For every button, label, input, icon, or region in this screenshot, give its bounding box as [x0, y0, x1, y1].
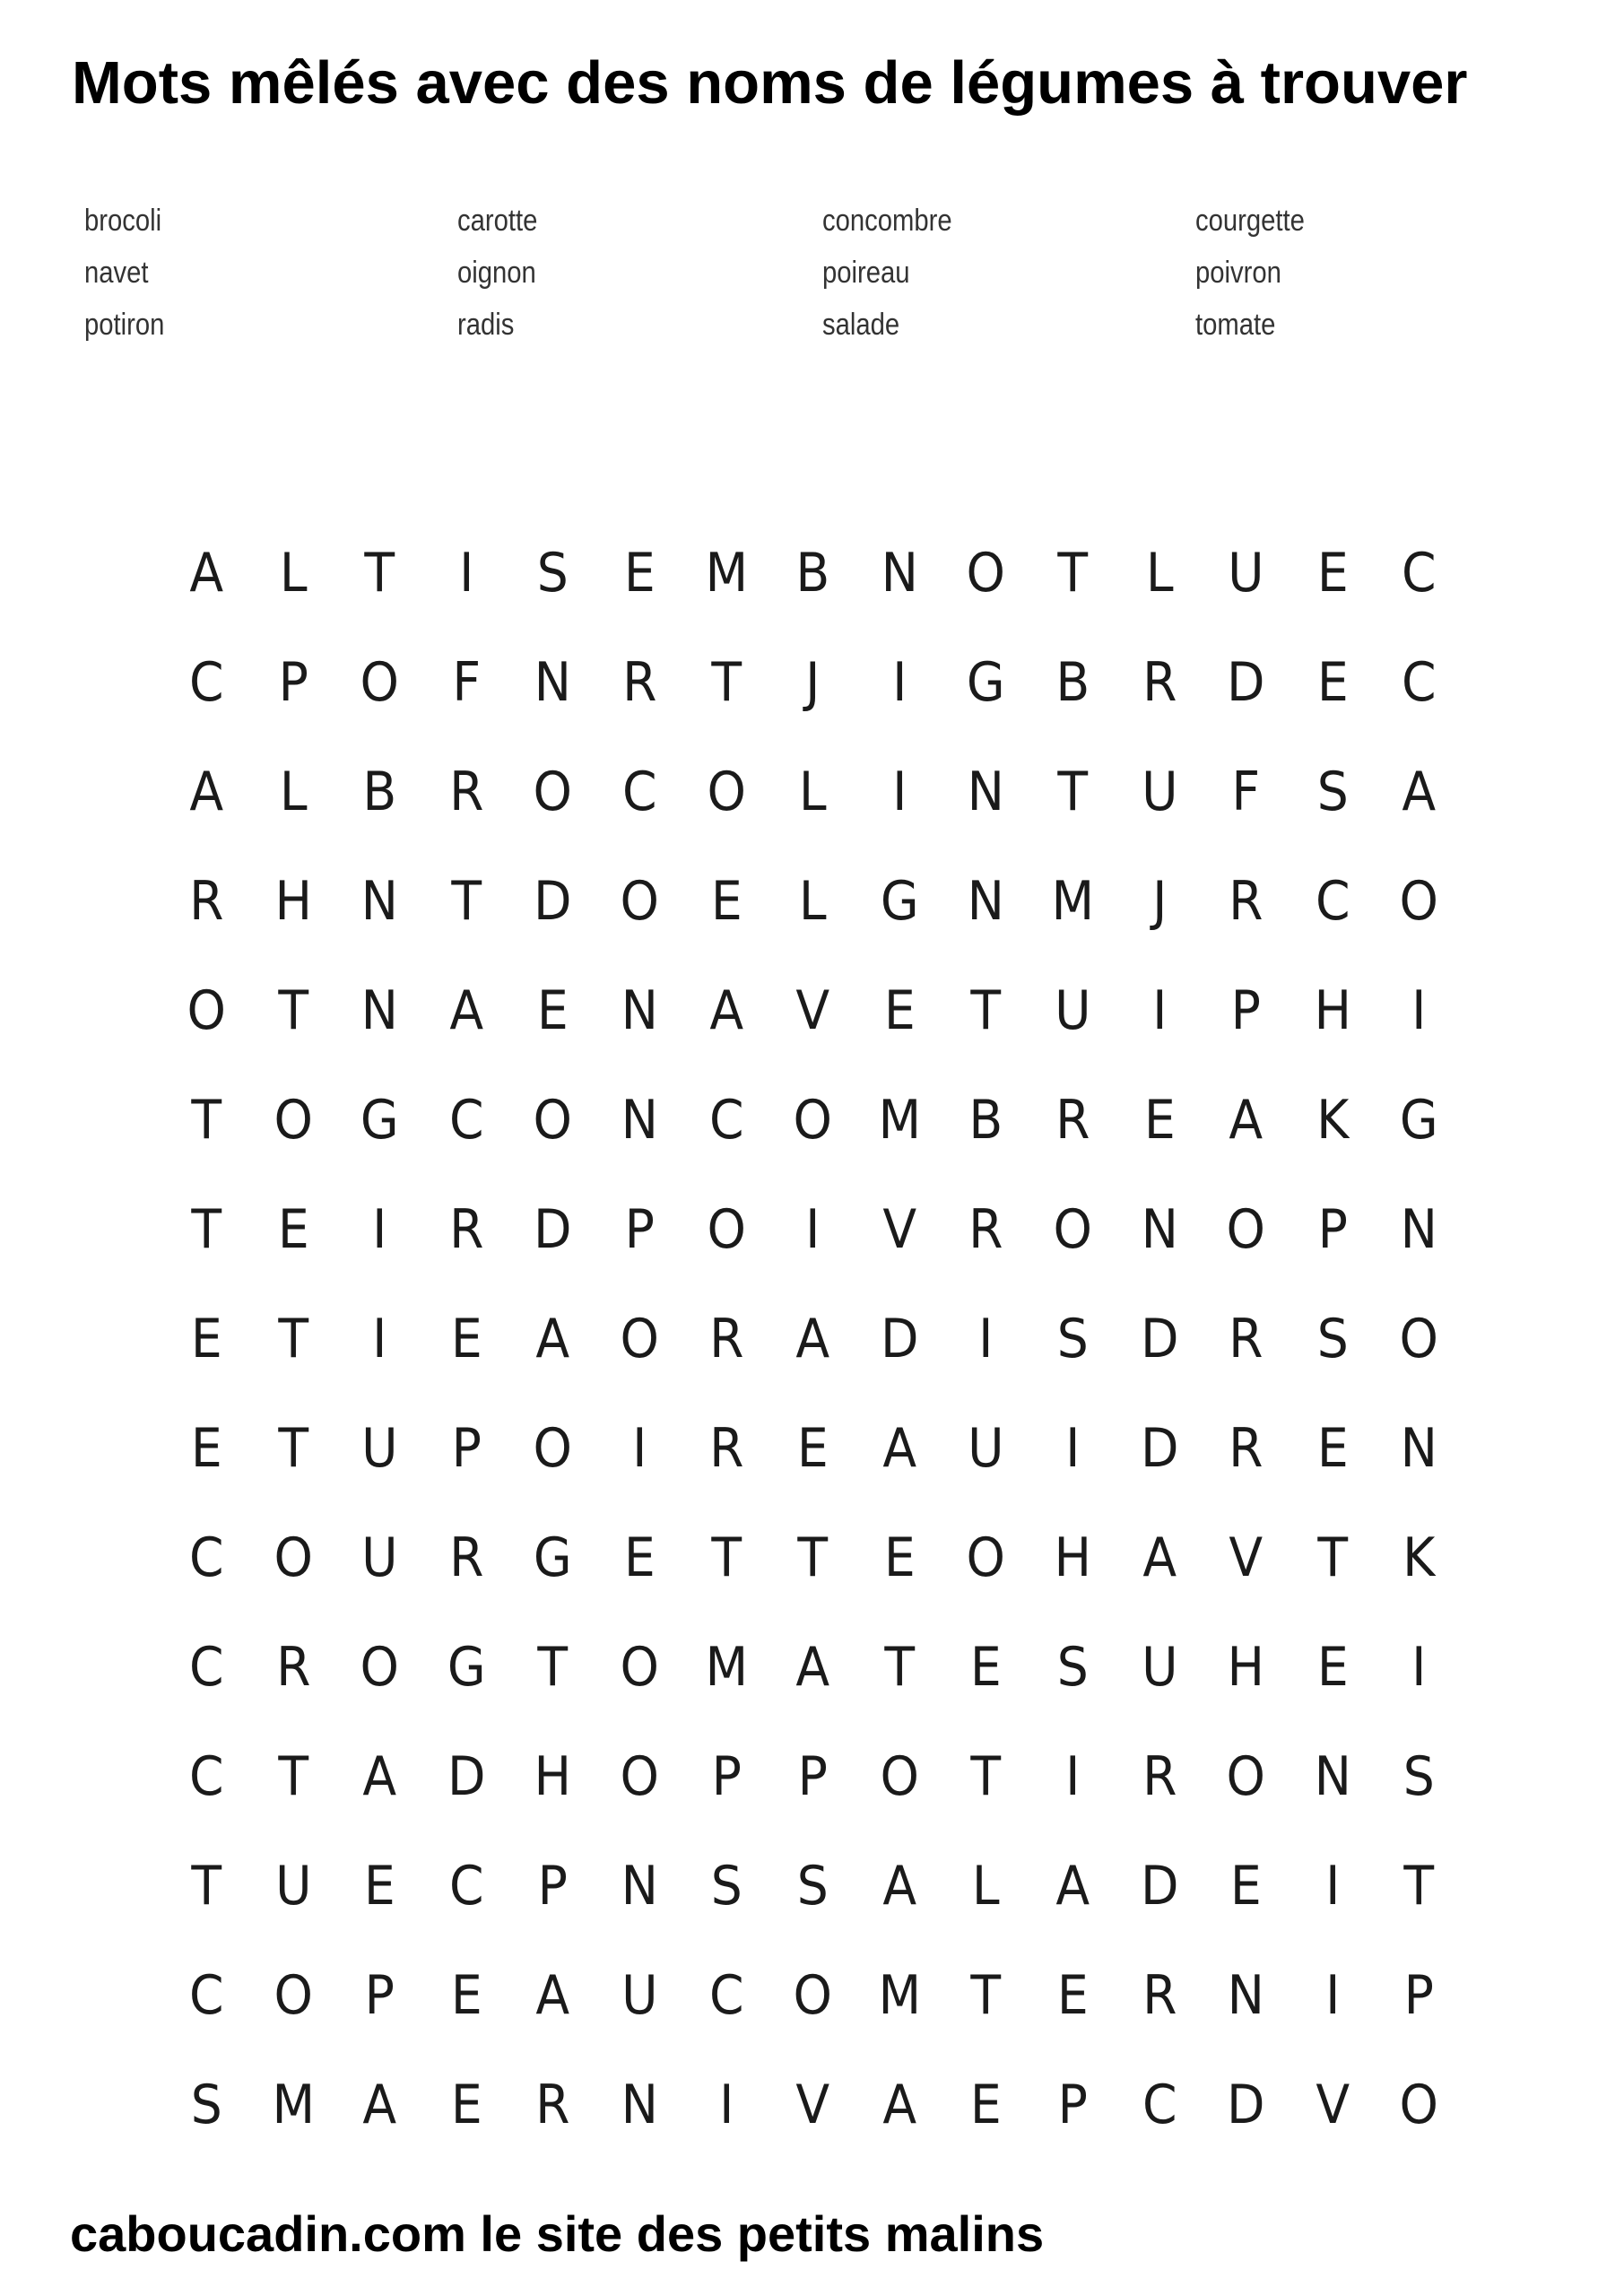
- grid-letter: L: [972, 1855, 1001, 1918]
- word-list-item: navet: [84, 256, 149, 290]
- grid-letter: N: [968, 761, 1005, 823]
- grid-letter: C: [708, 1089, 744, 1152]
- grid-letter: N: [534, 651, 572, 714]
- grid-letter: R: [1142, 651, 1177, 714]
- grid-letter: N: [881, 542, 918, 604]
- grid-letter: N: [1314, 1745, 1351, 1808]
- grid-letter: O: [360, 651, 400, 714]
- grid-letter: R: [1142, 1745, 1177, 1808]
- grid-row: [163, 2050, 1463, 2160]
- grid-letter: B: [362, 761, 397, 823]
- grid-letter: I: [372, 1308, 387, 1370]
- grid-letter: N: [621, 1089, 658, 1152]
- grid-letter: A: [189, 542, 224, 604]
- grid-letter: S: [537, 542, 569, 604]
- grid-letter: M: [878, 1964, 921, 2027]
- grid-letter: D: [880, 1308, 919, 1370]
- grid-letter: E: [190, 1308, 222, 1370]
- grid-letter: E: [1316, 651, 1349, 714]
- word-list-item: salade: [822, 308, 900, 342]
- grid-letter: T: [1057, 761, 1089, 823]
- word-list-item: poireau: [822, 256, 910, 290]
- word-list-item: carotte: [457, 204, 538, 238]
- grid-row: [163, 1613, 1463, 1722]
- grid-letter: T: [711, 1526, 742, 1589]
- grid-letter: O: [793, 1964, 833, 2027]
- grid-letter: T: [797, 1526, 829, 1589]
- grid-letter: A: [1229, 1089, 1264, 1152]
- grid-letter: P: [1317, 1198, 1348, 1261]
- grid-letter: E: [450, 2074, 482, 2136]
- grid-letter: R: [708, 1308, 744, 1370]
- grid-letter: E: [1143, 1089, 1176, 1152]
- grid-letter: P: [797, 1745, 829, 1808]
- grid-letter: B: [795, 542, 830, 604]
- grid-letter: D: [534, 870, 572, 933]
- grid-letter: O: [274, 1964, 313, 2027]
- grid-letter: J: [805, 651, 821, 714]
- grid-letter: I: [1324, 1964, 1341, 2027]
- grid-letter: R: [1229, 1308, 1264, 1370]
- grid-letter: O: [1226, 1198, 1266, 1261]
- grid-letter: A: [1402, 761, 1437, 823]
- grid-letter: A: [535, 1308, 570, 1370]
- grid-letter: O: [880, 1745, 919, 1808]
- grid-letter: E: [190, 1417, 222, 1480]
- grid-letter: G: [534, 1526, 573, 1589]
- grid-letter: U: [1141, 761, 1178, 823]
- grid-letter: E: [277, 1198, 309, 1261]
- grid-letter: L: [799, 761, 827, 823]
- grid-letter: P: [711, 1745, 742, 1808]
- grid-letter: S: [1403, 1745, 1436, 1808]
- grid-letter: O: [1399, 870, 1439, 933]
- grid-letter: G: [1400, 1089, 1439, 1152]
- grid-letter: V: [1316, 2074, 1350, 2136]
- grid-letter: S: [710, 1855, 743, 1918]
- grid-letter: C: [1315, 870, 1350, 933]
- grid-letter: M: [878, 1089, 921, 1152]
- grid-letter: U: [1055, 979, 1091, 1042]
- grid-letter: T: [451, 870, 482, 933]
- word-list-item: poivron: [1195, 256, 1281, 290]
- grid-letter: I: [718, 2074, 734, 2136]
- grid-row: [163, 1503, 1463, 1613]
- grid-letter: A: [1142, 1526, 1177, 1589]
- grid-letter: H: [1227, 1636, 1265, 1699]
- grid-letter: E: [364, 1855, 395, 1918]
- grid-letter: F: [452, 651, 481, 714]
- grid-letter: E: [797, 1417, 829, 1480]
- grid-letter: S: [1316, 1308, 1349, 1370]
- grid-letter: O: [620, 870, 660, 933]
- grid-letter: T: [1317, 1526, 1348, 1589]
- grid-letter: T: [970, 979, 1002, 1042]
- word-list-item: potiron: [84, 308, 165, 342]
- grid-letter: R: [1229, 1417, 1264, 1480]
- grid-letter: I: [632, 1417, 647, 1480]
- grid-letter: A: [362, 2074, 397, 2136]
- grid-row: [163, 737, 1463, 847]
- grid-letter: R: [535, 2074, 570, 2136]
- grid-letter: S: [1316, 761, 1349, 823]
- grid-letter: A: [882, 1417, 916, 1480]
- grid-row: [163, 1065, 1463, 1175]
- grid-letter: A: [709, 979, 743, 1042]
- grid-letter: E: [450, 1964, 482, 2027]
- grid-letter: O: [1399, 2074, 1439, 2136]
- grid-letter: C: [189, 1636, 224, 1699]
- grid-letter: R: [448, 761, 484, 823]
- grid-letter: T: [191, 1089, 222, 1152]
- grid-letter: N: [1227, 1964, 1265, 2027]
- grid-letter: K: [1316, 1089, 1350, 1152]
- grid-letter: L: [1145, 542, 1174, 604]
- grid-letter: P: [538, 1855, 569, 1918]
- grid-letter: E: [1316, 1636, 1349, 1699]
- grid-letter: O: [1226, 1745, 1266, 1808]
- grid-letter: E: [883, 979, 916, 1042]
- grid-letter: I: [458, 542, 474, 604]
- grid-letter: T: [970, 1745, 1002, 1808]
- grid-row: [163, 1284, 1463, 1394]
- grid-letter: L: [279, 761, 308, 823]
- grid-row: [163, 1941, 1463, 2050]
- grid-letter: I: [805, 1198, 821, 1261]
- grid-letter: O: [187, 979, 227, 1042]
- footer-site-credit: caboucadin.com le site des petits malins: [70, 2205, 1045, 2262]
- grid-letter: A: [882, 1855, 916, 1918]
- grid-letter: P: [278, 651, 308, 714]
- grid-letter: L: [799, 870, 827, 933]
- grid-letter: V: [795, 979, 830, 1042]
- grid-letter: J: [1151, 870, 1168, 933]
- grid-letter: I: [1151, 979, 1168, 1042]
- grid-letter: T: [278, 979, 308, 1042]
- grid-letter: I: [1411, 1636, 1427, 1699]
- grid-letter: O: [966, 1526, 1006, 1589]
- grid-letter: A: [449, 979, 483, 1042]
- grid-letter: I: [978, 1308, 994, 1370]
- grid-letter: M: [705, 542, 748, 604]
- grid-letter: P: [451, 1417, 482, 1480]
- grid-letter: N: [360, 870, 399, 933]
- grid-letter: G: [967, 651, 1006, 714]
- grid-letter: I: [372, 1198, 387, 1261]
- grid-letter: O: [533, 1417, 573, 1480]
- grid-letter: C: [189, 1745, 224, 1808]
- grid-letter: I: [891, 761, 908, 823]
- grid-letter: R: [448, 1198, 484, 1261]
- grid-row: [163, 1394, 1463, 1503]
- grid-letter: M: [272, 2074, 315, 2136]
- grid-letter: O: [620, 1745, 660, 1808]
- grid-letter: P: [1404, 1964, 1435, 2027]
- grid-letter: I: [1065, 1417, 1081, 1480]
- grid-letter: T: [191, 1198, 222, 1261]
- grid-letter: C: [1402, 542, 1437, 604]
- grid-letter: L: [279, 542, 308, 604]
- grid-letter: C: [622, 761, 657, 823]
- grid-letter: D: [1140, 1308, 1179, 1370]
- grid-letter: R: [708, 1417, 744, 1480]
- grid-letter: R: [1142, 1964, 1177, 2027]
- grid-letter: C: [1142, 2074, 1177, 2136]
- grid-row: [163, 847, 1463, 956]
- grid-letter: P: [624, 1198, 655, 1261]
- grid-letter: B: [1055, 651, 1090, 714]
- grid-letter: S: [1056, 1636, 1089, 1699]
- grid-letter: K: [1403, 1526, 1436, 1589]
- grid-letter: V: [795, 2074, 830, 2136]
- grid-letter: E: [1316, 542, 1349, 604]
- grid-letter: P: [364, 1964, 395, 2027]
- grid-letter: G: [447, 1636, 486, 1699]
- grid-letter: O: [620, 1308, 660, 1370]
- grid-row: [163, 1175, 1463, 1284]
- grid-letter: T: [1057, 542, 1089, 604]
- grid-letter: P: [1057, 2074, 1088, 2136]
- grid-letter: P: [1230, 979, 1262, 1042]
- grid-letter: T: [278, 1745, 308, 1808]
- grid-letter: E: [710, 870, 743, 933]
- grid-row: [163, 956, 1463, 1065]
- grid-letter: D: [1227, 2074, 1265, 2136]
- grid-letter: E: [623, 542, 656, 604]
- grid-letter: C: [189, 651, 224, 714]
- grid-row: [163, 518, 1463, 628]
- grid-letter: A: [362, 1745, 397, 1808]
- grid-letter: I: [1324, 1855, 1341, 1918]
- grid-letter: I: [1065, 1745, 1081, 1808]
- grid-letter: R: [622, 651, 657, 714]
- grid-letter: N: [1401, 1417, 1438, 1480]
- grid-letter: N: [1401, 1198, 1438, 1261]
- grid-letter: T: [711, 651, 742, 714]
- grid-letter: A: [535, 1964, 570, 2027]
- grid-letter: E: [623, 1526, 656, 1589]
- grid-letter: B: [968, 1089, 1003, 1152]
- grid-letter: H: [274, 870, 312, 933]
- letter-grid: [163, 518, 1463, 2160]
- grid-letter: C: [708, 1964, 744, 2027]
- grid-letter: A: [1055, 1855, 1090, 1918]
- grid-row: [163, 1722, 1463, 1831]
- grid-letter: D: [1140, 1855, 1179, 1918]
- word-list-item: radis: [457, 308, 515, 342]
- grid-letter: O: [1053, 1198, 1093, 1261]
- grid-letter: S: [190, 2074, 222, 2136]
- grid-letter: R: [1055, 1089, 1090, 1152]
- grid-letter: O: [533, 761, 573, 823]
- grid-letter: E: [1056, 1964, 1089, 2027]
- grid-letter: T: [364, 542, 395, 604]
- grid-letter: T: [1403, 1855, 1435, 1918]
- word-list-item: tomate: [1195, 308, 1276, 342]
- grid-letter: C: [1402, 651, 1437, 714]
- grid-letter: N: [621, 979, 658, 1042]
- grid-letter: O: [707, 761, 746, 823]
- grid-letter: O: [966, 542, 1006, 604]
- grid-letter: T: [884, 1636, 915, 1699]
- grid-letter: E: [1316, 1417, 1349, 1480]
- page-title: Mots mêlés avec des noms de légumes à trouver: [72, 49, 1468, 117]
- grid-letter: V: [882, 1198, 916, 1261]
- grid-letter: H: [534, 1745, 572, 1808]
- grid-letter: T: [191, 1855, 222, 1918]
- grid-letter: D: [447, 1745, 486, 1808]
- grid-letter: R: [275, 1636, 311, 1699]
- grid-letter: E: [1230, 1855, 1262, 1918]
- grid-letter: T: [970, 1964, 1002, 2027]
- grid-letter: U: [1228, 542, 1264, 604]
- grid-letter: N: [360, 979, 399, 1042]
- grid-letter: U: [621, 1964, 658, 2027]
- grid-letter: E: [883, 1526, 916, 1589]
- grid-letter: U: [968, 1417, 1004, 1480]
- grid-letter: T: [278, 1417, 308, 1480]
- grid-letter: H: [1054, 1526, 1092, 1589]
- grid-letter: C: [448, 1855, 484, 1918]
- grid-letter: O: [360, 1636, 400, 1699]
- grid-letter: U: [361, 1417, 398, 1480]
- word-list-item: courgette: [1195, 204, 1305, 238]
- grid-letter: A: [795, 1636, 830, 1699]
- grid-letter: O: [1399, 1308, 1439, 1370]
- word-list: [0, 0, 1624, 377]
- grid-letter: O: [793, 1089, 833, 1152]
- grid-letter: T: [278, 1308, 308, 1370]
- grid-letter: S: [1056, 1308, 1089, 1370]
- grid-letter: O: [707, 1198, 746, 1261]
- grid-letter: I: [891, 651, 908, 714]
- grid-letter: A: [795, 1308, 830, 1370]
- grid-letter: M: [705, 1636, 748, 1699]
- grid-letter: R: [1229, 870, 1264, 933]
- grid-letter: T: [537, 1636, 569, 1699]
- grid-letter: G: [360, 1089, 399, 1152]
- grid-letter: M: [1051, 870, 1095, 933]
- grid-letter: C: [189, 1526, 224, 1589]
- grid-letter: E: [537, 979, 569, 1042]
- grid-letter: F: [1231, 761, 1261, 823]
- grid-letter: D: [534, 1198, 572, 1261]
- grid-letter: C: [448, 1089, 484, 1152]
- grid-letter: O: [274, 1089, 313, 1152]
- grid-letter: A: [189, 761, 224, 823]
- grid-letter: V: [1229, 1526, 1264, 1589]
- grid-row: [163, 1831, 1463, 1941]
- grid-letter: G: [880, 870, 919, 933]
- grid-row: [163, 628, 1463, 737]
- grid-letter: S: [796, 1855, 829, 1918]
- grid-letter: R: [448, 1526, 484, 1589]
- grid-letter: D: [1140, 1417, 1179, 1480]
- grid-letter: O: [533, 1089, 573, 1152]
- grid-letter: D: [1227, 651, 1265, 714]
- word-list-item: brocoli: [84, 204, 162, 238]
- grid-letter: U: [361, 1526, 398, 1589]
- grid-letter: N: [621, 1855, 658, 1918]
- word-list-item: concombre: [822, 204, 952, 238]
- grid-letter: E: [970, 2074, 1003, 2136]
- grid-letter: O: [274, 1526, 313, 1589]
- grid-letter: R: [189, 870, 224, 933]
- grid-letter: N: [1141, 1198, 1178, 1261]
- grid-letter: C: [189, 1964, 224, 2027]
- grid-letter: A: [882, 2074, 916, 2136]
- grid-letter: E: [450, 1308, 482, 1370]
- grid-letter: E: [970, 1636, 1003, 1699]
- word-list-item: oignon: [457, 256, 536, 290]
- grid-letter: N: [621, 2074, 658, 2136]
- grid-letter: U: [1141, 1636, 1178, 1699]
- grid-letter: I: [1411, 979, 1427, 1042]
- grid-letter: N: [968, 870, 1005, 933]
- grid-letter: H: [1314, 979, 1351, 1042]
- grid-letter: R: [968, 1198, 1003, 1261]
- grid-letter: U: [274, 1855, 312, 1918]
- grid-letter: O: [620, 1636, 660, 1699]
